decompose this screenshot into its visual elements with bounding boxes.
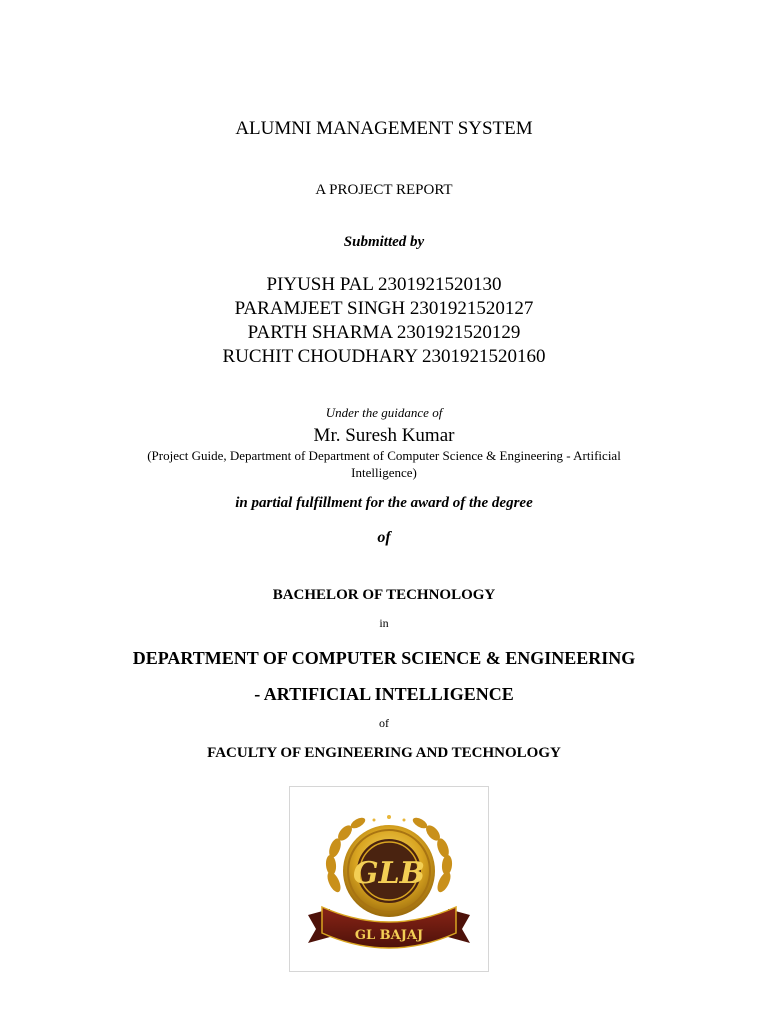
student-name: PIYUSH PAL 2301921520130	[266, 274, 502, 295]
of-connector: of	[377, 529, 391, 546]
logo-monogram: GLB	[352, 856, 426, 891]
report-subtitle: A PROJECT REPORT	[315, 182, 453, 198]
logo-ribbon-text: GL BAJAJ	[354, 928, 424, 943]
guide-name: Mr. Suresh Kumar	[313, 425, 455, 446]
page-title: ALUMNI MANAGEMENT SYSTEM	[235, 118, 533, 139]
student-name: PARTH SHARMA 2301921520129	[247, 322, 521, 343]
department-name: DEPARTMENT OF COMPUTER SCIENCE & ENGINEERING	[132, 648, 636, 668]
faculty-name: FACULTY OF ENGINEERING AND TECHNOLOGY	[207, 745, 561, 761]
submitted-by-label: Submitted by	[343, 234, 425, 250]
fulfillment-statement: in partial fulfillment for the award of the degree	[235, 495, 533, 511]
gl-bajaj-logo-icon	[290, 787, 488, 971]
degree-name: BACHELOR OF TECHNOLOGY	[272, 587, 496, 603]
of-connector-2: of	[379, 716, 389, 730]
department-name-cont: - ARTIFICIAL INTELLIGENCE	[254, 684, 514, 704]
in-connector: in	[379, 616, 389, 630]
guide-description-cont: Intelligence)	[351, 465, 417, 480]
guidance-label: Under the guidance of	[325, 405, 443, 420]
guide-description: (Project Guide, Department of Department of Computer Science & Engineering - Artificial	[147, 448, 621, 463]
student-name: RUCHIT CHOUDHARY 2301921520160	[222, 346, 546, 367]
student-name: PARAMJEET SINGH 2301921520127	[234, 298, 534, 319]
logo-frame	[289, 786, 489, 972]
